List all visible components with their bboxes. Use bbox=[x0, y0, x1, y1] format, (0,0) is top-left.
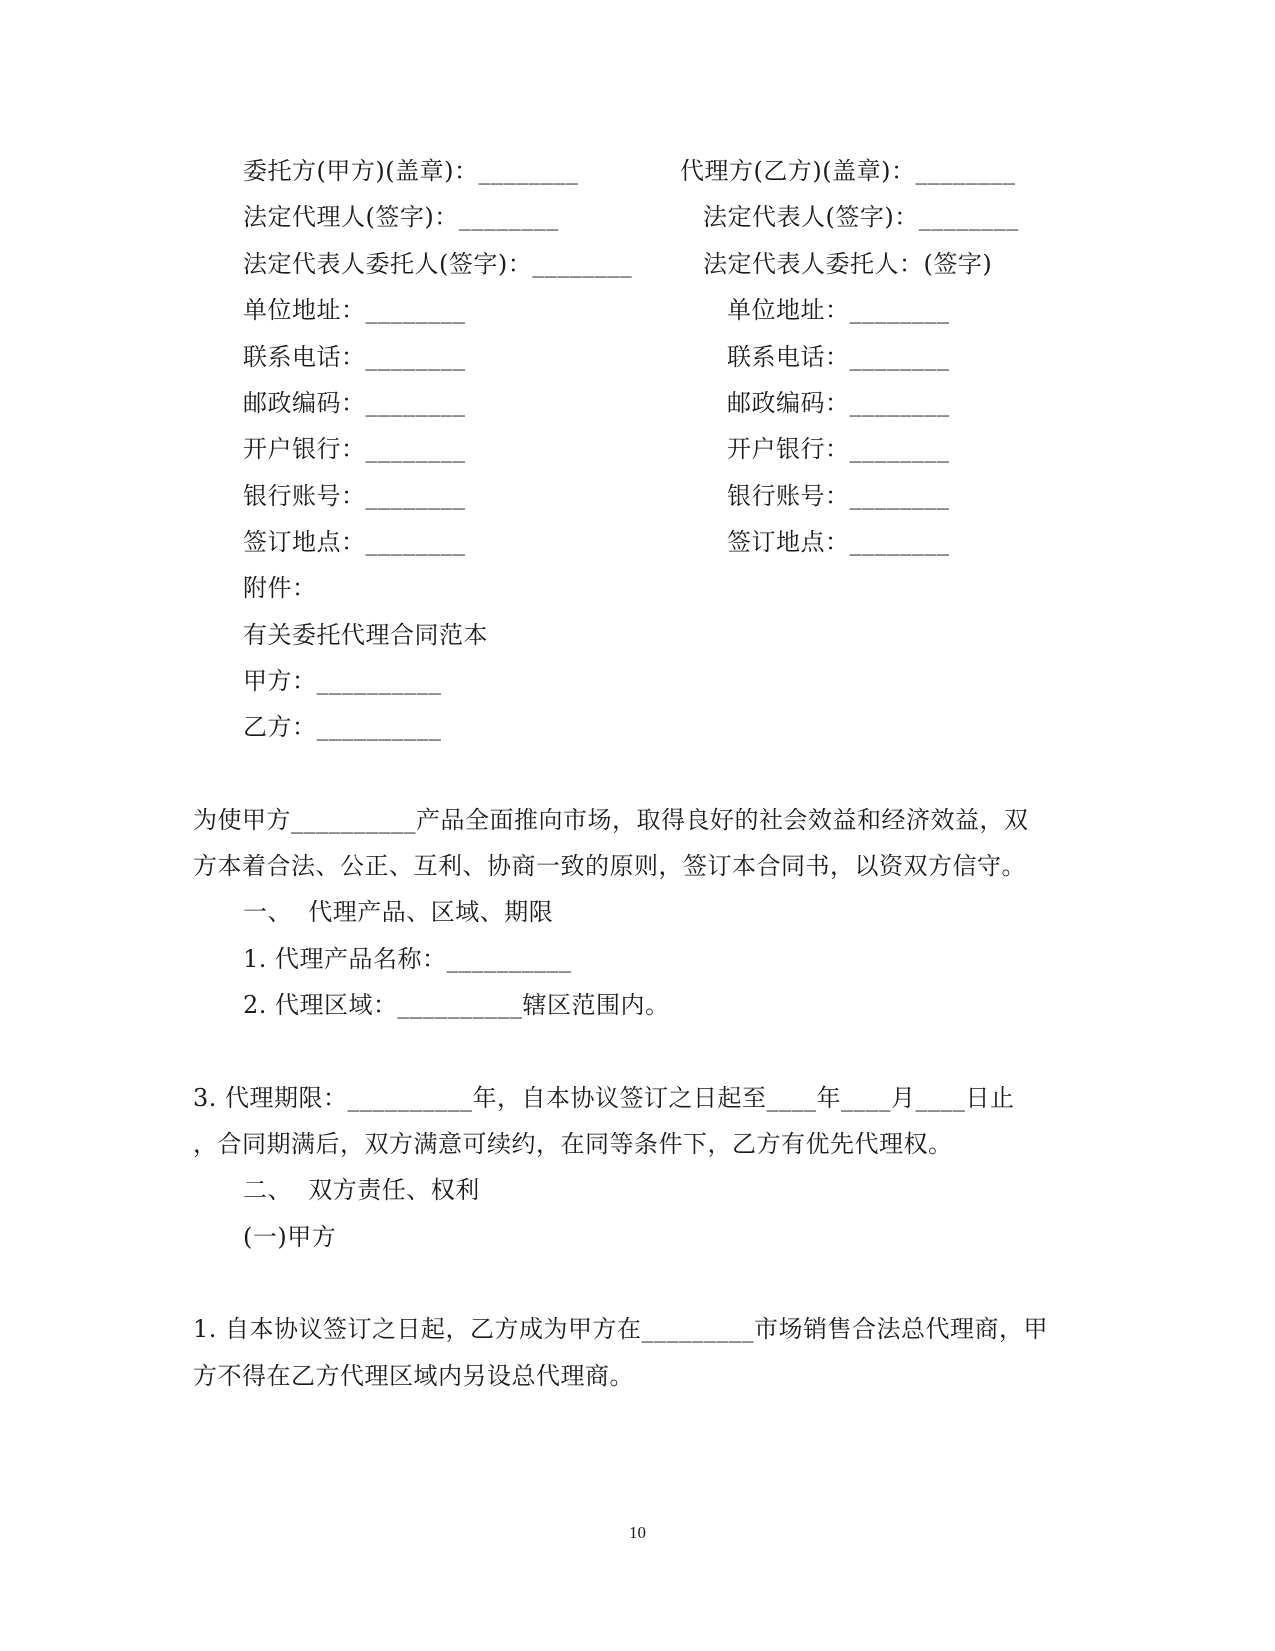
party-b-phone: 联系电话：________ bbox=[727, 343, 950, 371]
party-a-legal-agent: 法定代理人(签字)：________ bbox=[243, 203, 559, 231]
party-a-location: 签订地点：________ bbox=[243, 528, 466, 556]
section-heading-2: 二、 双方责任、权利 bbox=[243, 1176, 480, 1204]
clause-1-line-2: 方不得在乙方代理区域内另设总代理商。 bbox=[193, 1362, 634, 1390]
party-b-legal-rep: 法定代表人(签字)：________ bbox=[703, 203, 1019, 231]
party-b-location: 签订地点：________ bbox=[727, 528, 950, 556]
section-heading-1: 一、 代理产品、区域、期限 bbox=[243, 898, 554, 926]
party-a-phone: 联系电话：________ bbox=[243, 343, 466, 371]
subsection-party-a: (一)甲方 bbox=[243, 1223, 337, 1251]
party-b-account: 银行账号：________ bbox=[727, 482, 950, 510]
attachment-party-a: 甲方：__________ bbox=[243, 667, 442, 695]
party-a-address: 单位地址：________ bbox=[243, 296, 466, 324]
party-b-postcode: 邮政编码：________ bbox=[727, 389, 950, 417]
party-a-postcode: 邮政编码：________ bbox=[243, 389, 466, 417]
party-a-account: 银行账号：________ bbox=[243, 482, 466, 510]
attachment-party-b: 乙方：__________ bbox=[243, 713, 442, 741]
item-term-line-1: 3. 代理期限：__________年，自本协议签订之日起至____年____月____日止 bbox=[193, 1084, 1015, 1112]
party-b-address: 单位地址：________ bbox=[727, 296, 950, 324]
party-b-bank: 开户银行：________ bbox=[727, 435, 950, 463]
item-product-name: 1. 代理产品名称：__________ bbox=[243, 945, 572, 973]
intro-line-2: 方本着合法、公正、互利、协商一致的原则，签订本合同书，以资双方信守。 bbox=[193, 852, 1026, 880]
party-a-bank: 开户银行：________ bbox=[243, 435, 466, 463]
intro-line-1: 为使甲方__________产品全面推向市场，取得良好的社会效益和经济效益，双 bbox=[193, 806, 1029, 834]
item-region: 2. 代理区域：__________辖区范围内。 bbox=[243, 991, 670, 1019]
party-a-rep-delegate: 法定代表人委托人(签字)：________ bbox=[243, 250, 633, 278]
attachment-label: 附件： bbox=[243, 574, 317, 602]
attachment-title: 有关委托代理合同范本 bbox=[243, 621, 488, 649]
page-number: 10 bbox=[629, 1523, 646, 1542]
item-term-line-2: ，合同期满后，双方满意可续约，在同等条件下，乙方有优先代理权。 bbox=[193, 1130, 953, 1158]
party-b-rep-delegate: 法定代表人委托人：(签字) bbox=[703, 250, 993, 278]
party-a-seal: 委托方(甲方)(盖章)：________ bbox=[243, 157, 579, 185]
party-b-seal: 代理方(乙方)(盖章)：________ bbox=[680, 157, 1016, 185]
clause-1-line-1: 1. 自本协议签订之日起，乙方成为甲方在_________市场销售合法总代理商，甲 bbox=[193, 1315, 1049, 1343]
